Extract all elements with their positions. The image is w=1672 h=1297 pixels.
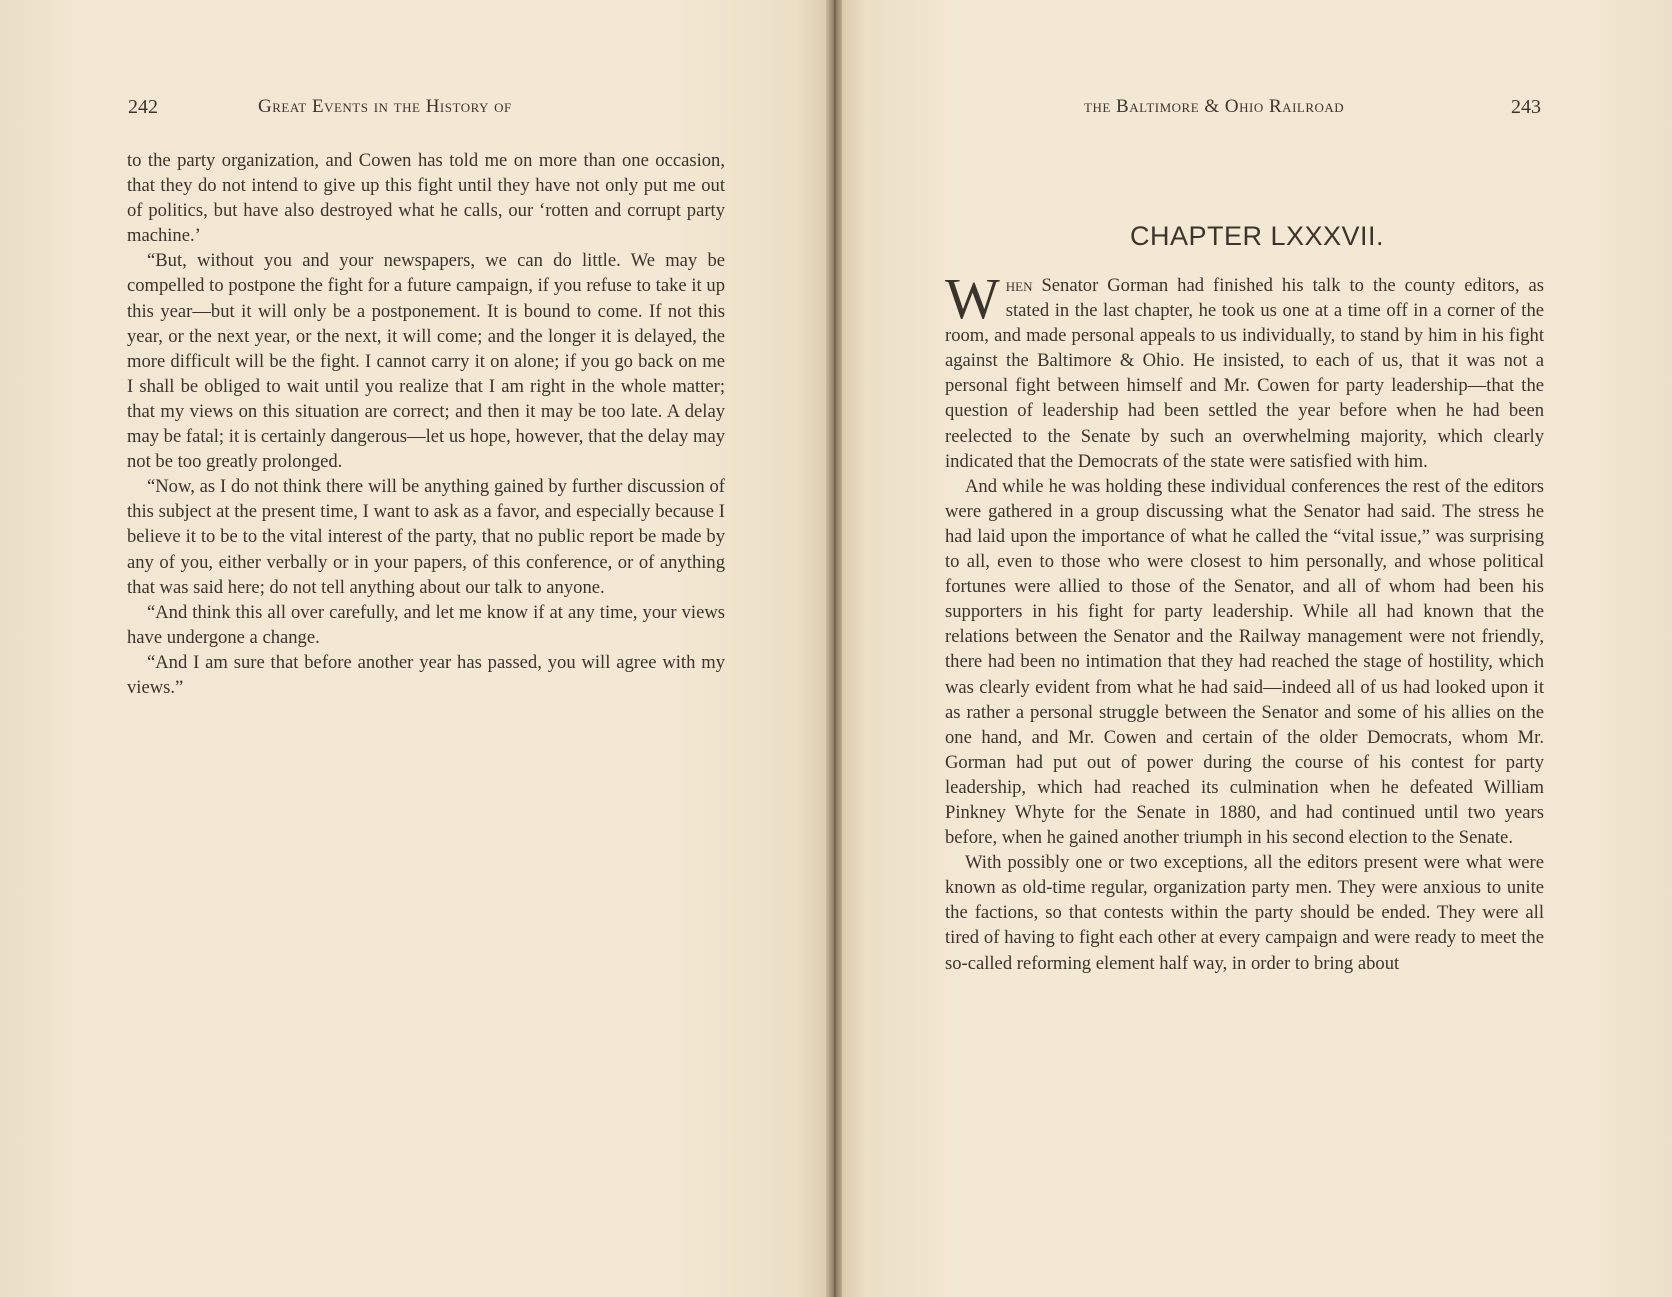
first-word-rest: hen [1005,275,1033,296]
left-running-head: Great Events in the History of [258,96,512,117]
left-page [0,0,830,1297]
right-running-head: the Baltimore & Ohio Railroad [1084,96,1345,117]
left-text-block [127,148,725,700]
right-text-block [945,266,1544,976]
right-page [842,0,1672,1297]
drop-cap: W [945,266,1000,331]
left-paragraph-3: “Now, as I do not think there will be anything gained by further discussion of this subject at the present time, I want to ask as a favor, and especially because I believe it to be to the vital interest of the party, that no public report be made by any of you, either verbally or in your papers, of this conference, or of anything that was said here; do not tell anything about our talk to anyone. [127,476,725,598]
first-paragraph-rest: Senator Gorman had finished his talk to the county editors, as stated in the last chapter, he took us one at a time off in a corner of the room, and made personal appeals to us individually, to stand by him in his fight against the Baltimore & Ohio. He insisted, to each of us, that it was not a personal fight between himself and Mr. Cowen for party leadership—that the question of leadership had been settled the year before when he had been reelected to the Senate by such an overwhelming majority, which clearly indicated that the Democrats of the state were satisfied with him. [945,275,1544,472]
left-page-number: 242 [128,96,158,118]
right-paragraph-2: And while he was holding these individual conferences the rest of the editors were gathered in a group discussing what the Senator had said. The stress he had laid upon the importance of what he called the “vital issue,” was surprising to all, even to those who were closest to him personally, and whose political fortunes were allied to those of the Senator, and all of whom had been his supporters in his fight for party leadership. While all had known that the relations between the Senator and the Railway management were not friendly, there had been no intimation that they had reached the stage of hostility, which was clearly evident from what he had said—indeed all of us had looked upon it as rather a personal struggle between the Senator and some of his allies on the one hand, and Mr. Cowen and certain of the older Democrats, whom Mr. Gorman had put out of power during the course of his contest for party leadership, which had reached its culmination when he defeated William Pinkney Whyte for the Senate in 1880, and had continued until two years before, when he gained another triumph in his second election to the Senate. [945,475,1544,849]
right-paragraph-1 [945,266,1544,474]
left-paragraph-4: “And think this all over carefully, and let me know if at any time, your views have undergone a change. [127,601,725,648]
left-paragraph-5: “And I am sure that before another year has passed, you will agree with my views.” [127,651,725,698]
right-page-number: 243 [1511,96,1541,118]
left-paragraph-2: “But, without you and your newspapers, we can do little. We may be compelled to postpone the fight for a future campaign, if you refuse to take it up this year—but it will only be a postponement. It is bound to come. If not this year, or the next year, or the next, it will come; and the longer it is delayed, the more difficult will be the fight. I cannot carry it on alone; if you go back on me I shall be obliged to wait until you realize that I am right in the whole matter; that my views on this situation are correct; and then it may be too late. A delay may be fatal; it is certainly dangerous—let us hope, however, that the delay may not be too greatly prolonged. [127,250,725,473]
right-paragraph-3: With possibly one or two exceptions, all the editors present were what were known as old-time regular, organization party men. They were anxious to unite the factions, so that contests within the party should be ended. They were all tired of having to fight each other at every campaign and were ready to meet the so-called reforming element half way, in order to bring about [945,852,1544,974]
chapter-title: CHAPTER LXXXVII. [1129,221,1385,251]
left-paragraph-1: to the party organization, and Cowen has told me on more than one occasion, that they do not intend to give up this fight until they have not only put me out of politics, but have also destroyed what he calls, our ‘rotten and corrupt party machine.’ [127,150,725,247]
